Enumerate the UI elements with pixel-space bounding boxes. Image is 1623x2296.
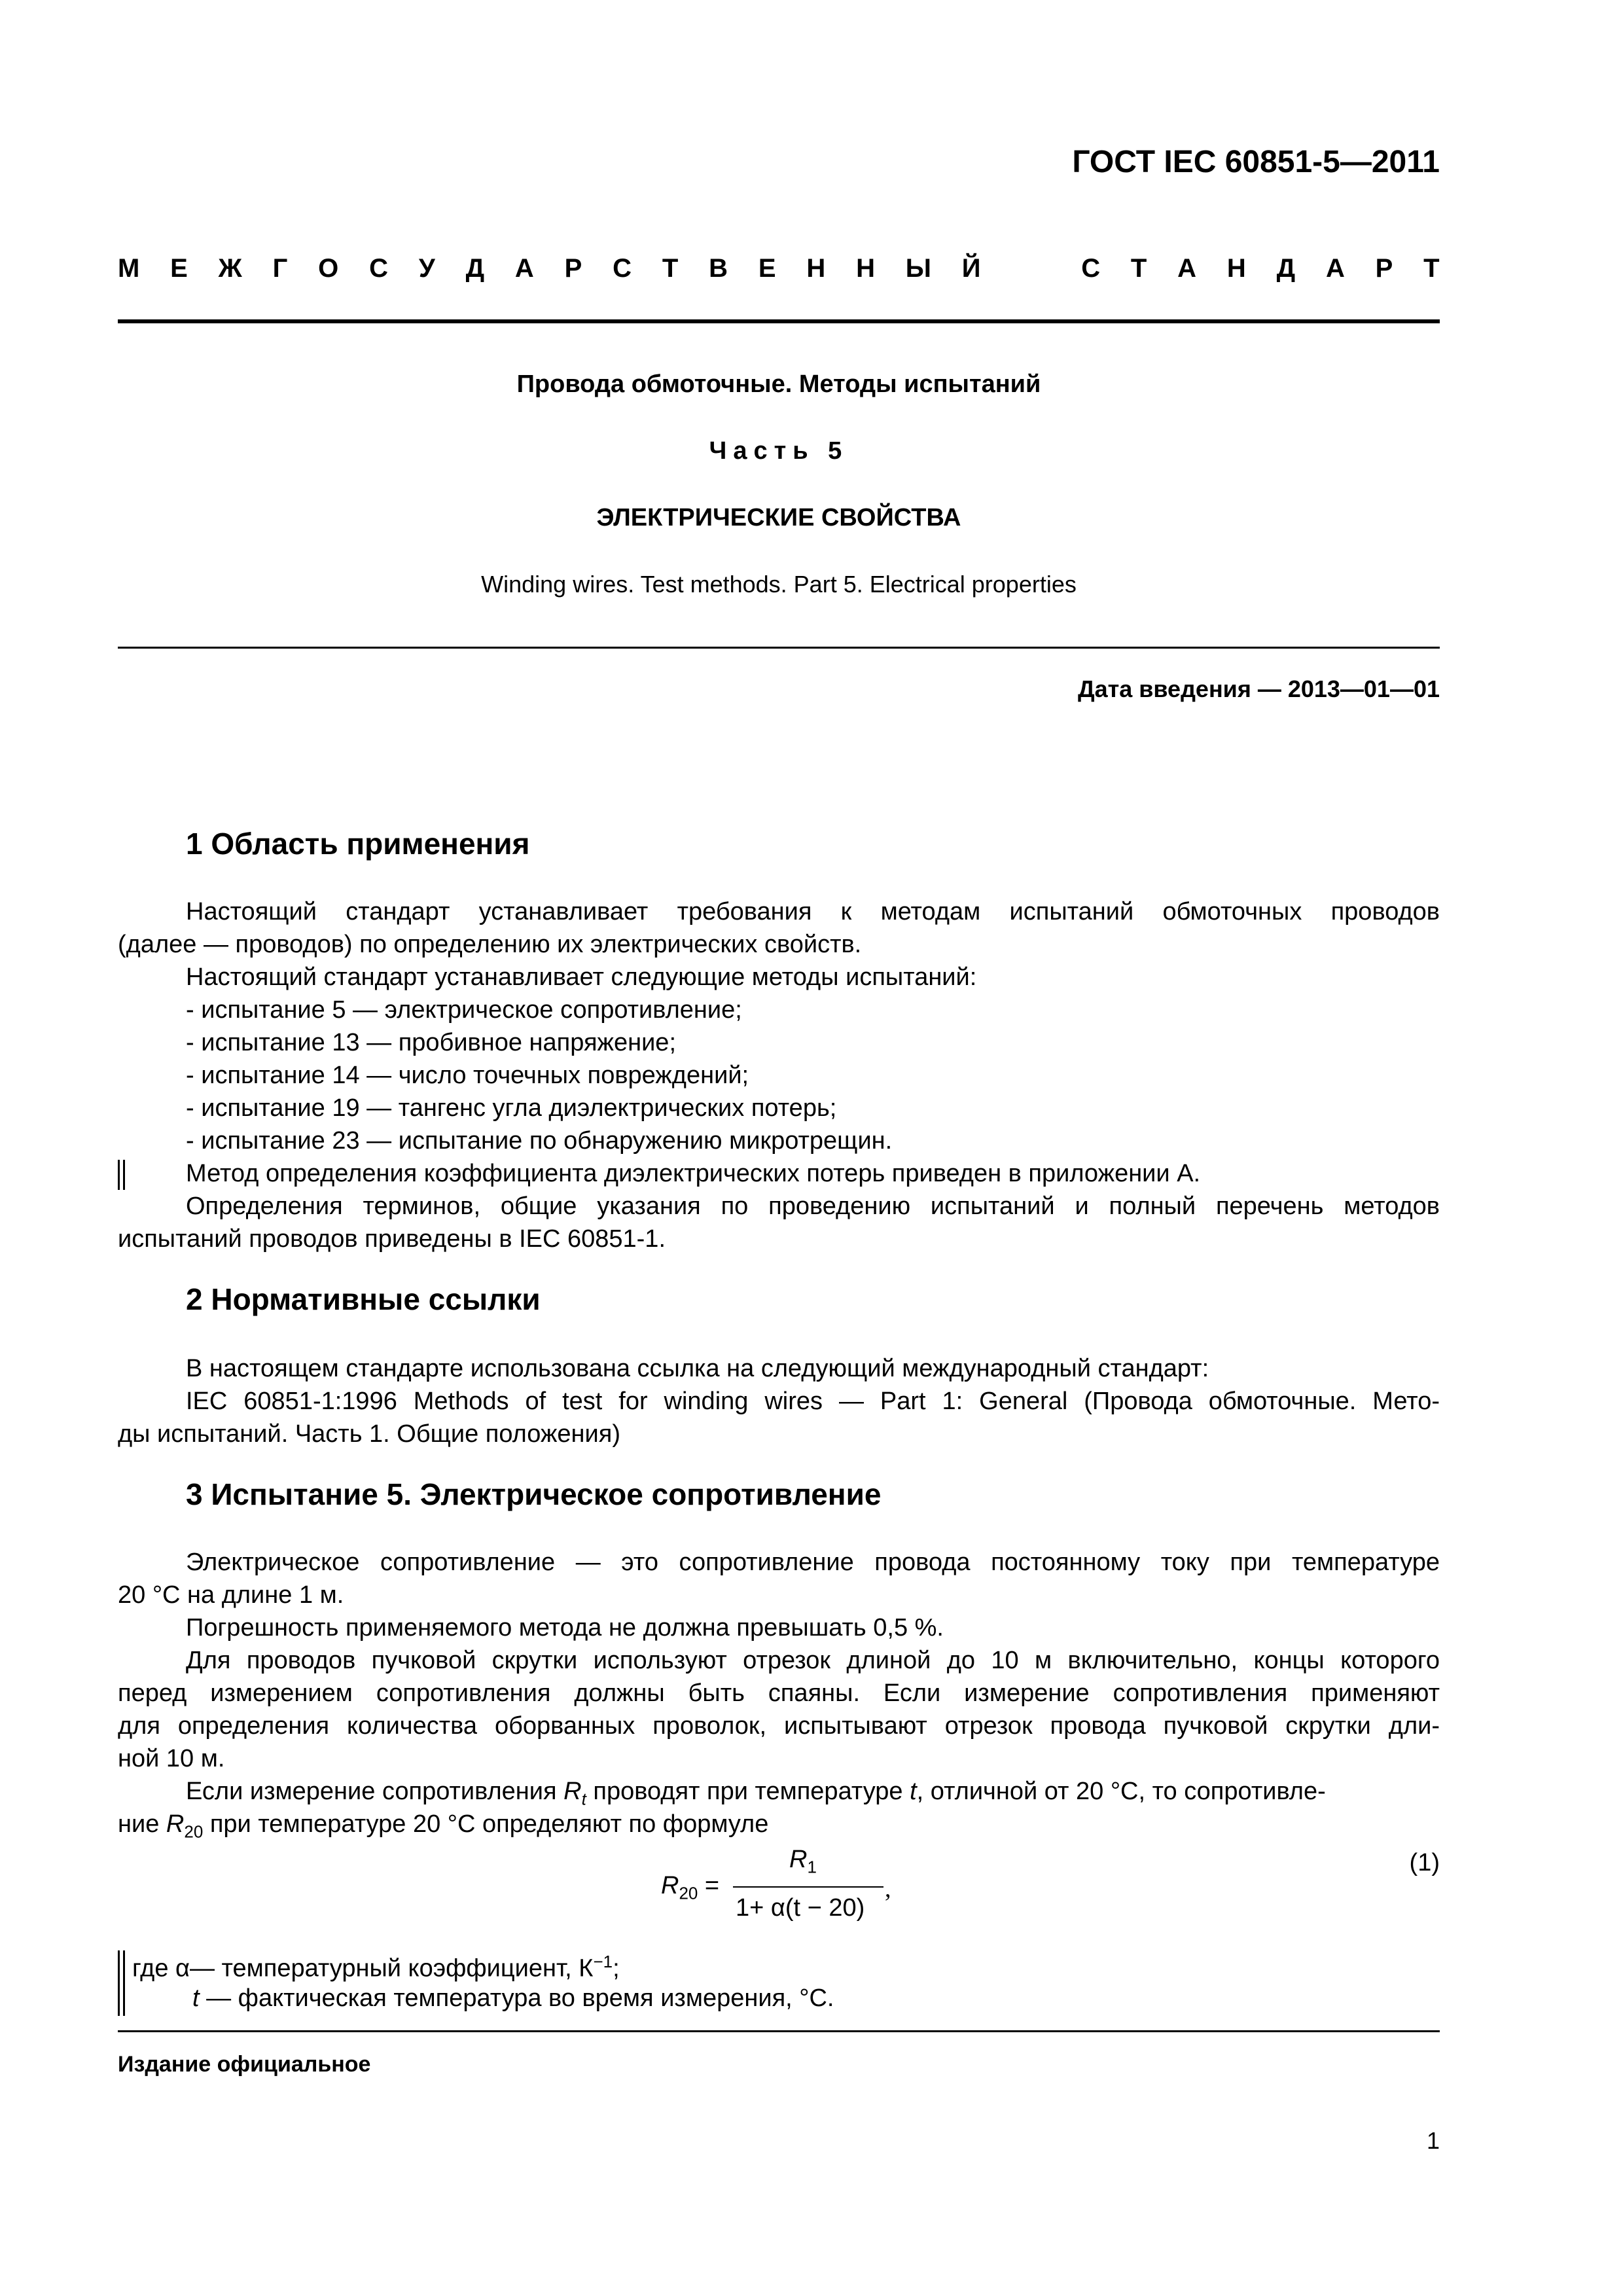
- banner-letter: О: [318, 254, 339, 283]
- banner-letter: Г: [272, 254, 288, 283]
- banner-letter: Н: [856, 254, 875, 283]
- document-title-english: Winding wires. Test methods. Part 5. Electrical properties: [481, 571, 1077, 598]
- change-marker: [123, 1950, 125, 2016]
- banner-letter: А: [1325, 254, 1345, 283]
- banner-letter: Р: [1375, 254, 1393, 283]
- formula-comma: ,: [885, 1875, 891, 1903]
- banner-letter: Й: [961, 254, 981, 283]
- banner-letter: Ж: [218, 254, 242, 283]
- change-marker: [118, 1950, 120, 2016]
- banner-letter: С: [613, 254, 632, 283]
- text-run: где α— температурный коэффициент, К: [132, 1954, 594, 1982]
- banner-letter: Р: [564, 254, 582, 283]
- page-number: 1: [1426, 2127, 1440, 2154]
- subscript-20: 20: [184, 1821, 204, 1842]
- section-3-paragraph-line: для определения количества оборванных проволок, испытывают отрезок провода пучковой скрутки дли-: [118, 1712, 1440, 1740]
- section-3-heading: 3 Испытание 5. Электрическое сопротивление: [186, 1477, 882, 1511]
- title-divider: [118, 647, 1440, 649]
- list-item: - испытание 13 — пробивное напряжение;: [186, 1029, 676, 1056]
- section-3-paragraph: Погрешность применяемого метода не должна превышать 0,5 %.: [186, 1614, 944, 1641]
- superscript: −1: [593, 1952, 613, 1971]
- formula-denominator: 1+ α(t − 20): [736, 1894, 865, 1922]
- banner-letter: Д: [465, 254, 485, 283]
- standard-banner: [118, 254, 1440, 283]
- section-1-paragraph-line: (далее — проводов) по определению их электрических свойств.: [118, 931, 862, 958]
- section-3-paragraph-line: Для проводов пучковой скрутки используют отрезок длиной до 10 м включительно, концы которого: [186, 1647, 1440, 1674]
- introduction-date: Дата введения — 2013—01—01: [1077, 675, 1440, 702]
- section-2-heading: 2 Нормативные ссылки: [186, 1282, 541, 1316]
- text-run: , отличной от 20 °С, то сопротивле-: [916, 1778, 1326, 1805]
- text-run: при температуре 20 °С определяют по формуле: [203, 1810, 769, 1838]
- symbol-t: t: [910, 1778, 917, 1805]
- where-alpha: [132, 1952, 620, 1983]
- section-2-paragraph-line: ды испытаний. Часть 1. Общие положения): [118, 1420, 620, 1448]
- footer-divider: [118, 2030, 1440, 2032]
- text-run: — фактическая температура во время измерения, °С.: [199, 1984, 834, 2012]
- banner-letter: М: [118, 254, 140, 283]
- formula-number: (1): [1409, 1849, 1440, 1876]
- list-item: - испытание 19 — тангенс угла диэлектрических потерь;: [186, 1094, 837, 1122]
- banner-letter: Т: [1130, 254, 1147, 283]
- banner-letter: С: [1081, 254, 1101, 283]
- section-1-heading: 1 Область применения: [186, 827, 530, 861]
- banner-letter: Н: [1226, 254, 1246, 283]
- formula-lhs: [661, 1872, 719, 1904]
- document-title: Провода обмоточные. Методы испытаний: [516, 370, 1041, 398]
- symbol-R: R: [789, 1846, 808, 1873]
- change-marker: [123, 1160, 125, 1190]
- banner-gap: [1011, 254, 1050, 283]
- symbol-R: R: [166, 1810, 185, 1838]
- section-3-paragraph-line: 20 °С на длине 1 м.: [118, 1581, 344, 1609]
- subscript-20: 20: [679, 1883, 698, 1903]
- equals-sign: =: [698, 1872, 720, 1899]
- banner-letter: Е: [758, 254, 776, 283]
- banner-letter: В: [709, 254, 728, 283]
- symbol-R: R: [563, 1778, 582, 1805]
- symbol-R: R: [661, 1872, 679, 1899]
- formula-numerator: [789, 1846, 817, 1878]
- text-run: ние: [118, 1810, 166, 1838]
- subscript-1: 1: [807, 1857, 817, 1877]
- banner-letter: А: [514, 254, 534, 283]
- change-marker: [118, 1160, 120, 1190]
- formula-1: [654, 1846, 929, 1931]
- section-1-paragraph-line: испытаний проводов приведены в IEC 60851-1.: [118, 1225, 666, 1253]
- fraction-bar: [733, 1886, 883, 1888]
- banner-letter: С: [369, 254, 389, 283]
- list-item: - испытание 14 — число точечных повреждений;: [186, 1062, 749, 1089]
- banner-letter: Т: [1423, 254, 1440, 283]
- section-3-paragraph-line: ной 10 м.: [118, 1745, 225, 1772]
- section-2-paragraph-line: IEC 60851-1:1996 Methods of test for winding wires — Part 1: General (Провода обмоточные. Мето-: [186, 1388, 1440, 1415]
- section-1-paragraph-line: Определения терминов, общие указания по проведению испытаний и полный перечень методов: [186, 1193, 1440, 1220]
- banner-letter: Д: [1276, 254, 1296, 283]
- text-run: ;: [613, 1954, 620, 1982]
- header-divider: [118, 319, 1440, 323]
- section-1-paragraph: Настоящий стандарт устанавливает следующие методы испытаний:: [186, 963, 977, 991]
- banner-letter: У: [418, 254, 435, 283]
- text-run: проводят при температуре: [586, 1778, 910, 1805]
- text-run: Если измерение сопротивления: [186, 1778, 564, 1805]
- symbol-t: t: [192, 1984, 200, 2012]
- section-1-paragraph-line: Настоящий стандарт устанавливает требования к методам испытаний обмоточных проводов: [186, 898, 1440, 925]
- edition-note: Издание официальное: [118, 2052, 371, 2077]
- section-1-paragraph: Метод определения коэффициента диэлектрических потерь приведен в приложении А.: [186, 1160, 1201, 1187]
- banner-letter: Н: [806, 254, 826, 283]
- banner-letter: Е: [170, 254, 188, 283]
- section-3-paragraph-line: [118, 1810, 768, 1842]
- banner-letter: Т: [662, 254, 679, 283]
- section-3-paragraph-line: [186, 1778, 1326, 1810]
- banner-letter: А: [1177, 254, 1197, 283]
- subscript-t: t: [581, 1789, 586, 1809]
- document-part: Часть 5: [709, 437, 849, 465]
- list-item: - испытание 23 — испытание по обнаружению микротрещин.: [186, 1127, 893, 1155]
- section-3-paragraph-line: перед измерением сопротивления должны быть спаяны. Если измерение сопротивления применяют: [118, 1679, 1440, 1707]
- document-code: ГОСТ IEC 60851-5—2011: [1072, 145, 1440, 179]
- section-2-paragraph: В настоящем стандарте использована ссылка на следующий международный стандарт:: [186, 1355, 1209, 1382]
- section-3-paragraph-line: Электрическое сопротивление — это сопротивление провода постоянному току при температуре: [186, 1549, 1440, 1576]
- document-subtitle: ЭЛЕКТРИЧЕСКИЕ СВОЙСТВА: [596, 504, 961, 531]
- list-item: - испытание 5 — электрическое сопротивление;: [186, 996, 742, 1024]
- where-t: [192, 1984, 834, 2013]
- banner-letter: Ы: [905, 254, 931, 283]
